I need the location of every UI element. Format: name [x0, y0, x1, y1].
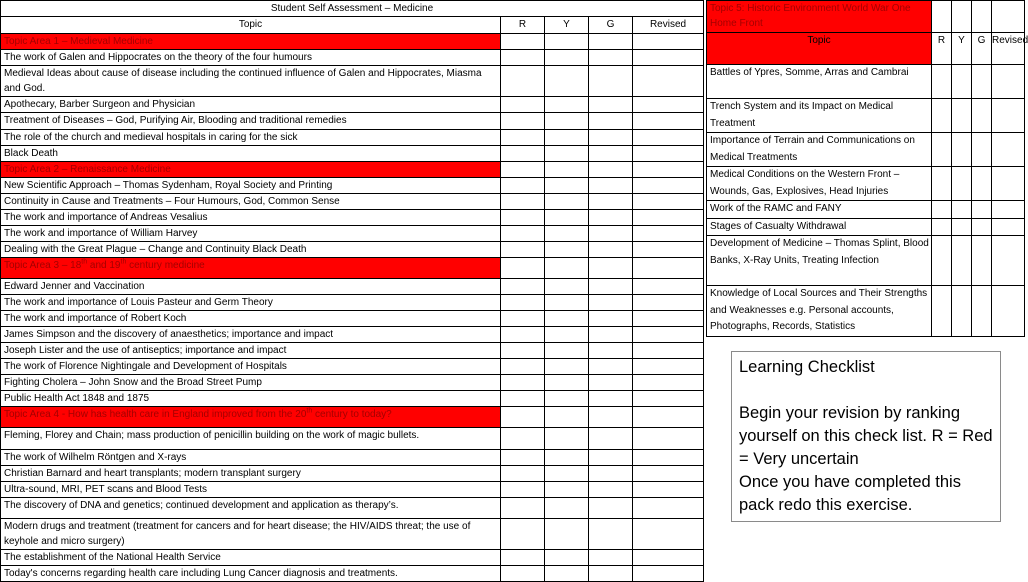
table-title-row: [1, 1, 704, 17]
topic-cell: Joseph Lister and the use of antiseptics; importance and impact: [1, 343, 501, 359]
table-row: [1, 194, 704, 210]
table-row: [1, 428, 704, 450]
table-row: [707, 167, 1025, 201]
g-cell[interactable]: [589, 210, 633, 226]
section-row: [1, 407, 704, 428]
revised-cell[interactable]: [633, 178, 704, 194]
r-cell[interactable]: [501, 450, 545, 466]
table-row: [1, 327, 704, 343]
revised-cell[interactable]: [633, 50, 704, 66]
revised-cell[interactable]: [633, 113, 704, 130]
table-row: [1, 550, 704, 566]
table-row: [1, 295, 704, 311]
topic-cell: Apothecary, Barber Surgeon and Physician: [1, 97, 501, 113]
y-cell[interactable]: [545, 466, 589, 482]
table-row: [1, 375, 704, 391]
section-row: [1, 162, 704, 178]
g-cell[interactable]: [589, 226, 633, 242]
g-cell[interactable]: [589, 178, 633, 194]
r-cell[interactable]: [501, 466, 545, 482]
topic-cell: Battles of Ypres, Somme, Arras and Cambrai: [707, 65, 932, 99]
table-row: [1, 178, 704, 194]
topic-cell: Ultra-sound, MRI, PET scans and Blood Tests: [1, 482, 501, 498]
g-cell[interactable]: [589, 407, 633, 428]
topic-cell: Development of Medicine – Thomas Splint, Blood Banks, X-Ray Units, Treating Infection: [707, 236, 932, 286]
g-cell[interactable]: [589, 146, 633, 162]
revised-cell[interactable]: [633, 327, 704, 343]
table-row: [1, 146, 704, 162]
revised-cell[interactable]: [992, 65, 1025, 99]
y-cell[interactable]: [545, 113, 589, 130]
r-cell[interactable]: [932, 286, 952, 337]
revised-cell[interactable]: [992, 133, 1025, 167]
y-cell[interactable]: [545, 242, 589, 258]
r-cell[interactable]: [932, 201, 952, 219]
g-cell[interactable]: [589, 466, 633, 482]
revised-header: Revised: [633, 17, 704, 34]
r-cell[interactable]: [501, 258, 545, 279]
y-cell[interactable]: [545, 50, 589, 66]
revised-cell[interactable]: [633, 162, 704, 178]
y-cell[interactable]: [952, 167, 972, 201]
g-cell[interactable]: [589, 34, 633, 50]
y-cell[interactable]: [545, 210, 589, 226]
table-row: [707, 99, 1025, 133]
r-cell[interactable]: [501, 226, 545, 242]
g-cell[interactable]: [589, 343, 633, 359]
topic-cell: Public Health Act 1848 and 1875: [1, 391, 501, 407]
topic-cell: The work of Florence Nightingale and Development of Hospitals: [1, 359, 501, 375]
revised-cell[interactable]: [633, 391, 704, 407]
revised-cell[interactable]: [633, 295, 704, 311]
revised-cell[interactable]: [633, 550, 704, 566]
r-cell[interactable]: [501, 66, 545, 97]
r-cell[interactable]: [501, 375, 545, 391]
checklist-instruction: Begin your revision by ranking yourself on this check list. R = Red = Very uncertain: [739, 404, 993, 468]
topic-cell: The work and importance of Andreas Vesalius: [1, 210, 501, 226]
g-cell[interactable]: [972, 133, 992, 167]
revised-cell[interactable]: [992, 218, 1025, 236]
y-cell[interactable]: [952, 99, 972, 133]
revised-cell[interactable]: [633, 450, 704, 466]
topic-cell: Work of the RAMC and FANY: [707, 201, 932, 219]
revised-cell[interactable]: [633, 343, 704, 359]
revised-cell[interactable]: [633, 210, 704, 226]
section-row: [1, 34, 704, 50]
g-cell[interactable]: [589, 498, 633, 519]
r-header: R: [501, 17, 545, 34]
table-row: [1, 498, 704, 519]
revised-cell[interactable]: [633, 279, 704, 295]
checklist-redo-instruction: Once you have completed this pack redo this exercise.: [739, 473, 961, 514]
revised-cell[interactable]: [992, 201, 1025, 219]
table-row: [1, 359, 704, 375]
topic-cell: James Simpson and the discovery of anaesthetics; importance and impact: [1, 327, 501, 343]
y-cell[interactable]: [952, 65, 972, 99]
y-cell[interactable]: [545, 162, 589, 178]
g-cell[interactable]: [589, 566, 633, 582]
y-cell[interactable]: [545, 428, 589, 450]
g-cell[interactable]: [589, 162, 633, 178]
y-header: Y: [952, 33, 972, 65]
r-cell[interactable]: [501, 311, 545, 327]
topic-header: Topic: [1, 17, 501, 34]
y-cell[interactable]: [545, 97, 589, 113]
table-row: [1, 566, 704, 582]
g-cell[interactable]: [589, 97, 633, 113]
r-cell[interactable]: [501, 34, 545, 50]
r-cell[interactable]: [932, 218, 952, 236]
g-cell[interactable]: [589, 311, 633, 327]
table-row: [707, 236, 1025, 286]
r-cell[interactable]: [501, 327, 545, 343]
y-cell[interactable]: [545, 359, 589, 375]
g-cell[interactable]: [589, 130, 633, 146]
y-cell[interactable]: [545, 566, 589, 582]
revised-cell[interactable]: [633, 97, 704, 113]
r-cell[interactable]: [501, 242, 545, 258]
y-cell[interactable]: [545, 130, 589, 146]
y-cell[interactable]: [545, 519, 589, 550]
y-cell[interactable]: [545, 482, 589, 498]
r-cell[interactable]: [501, 194, 545, 210]
g-cell[interactable]: [589, 50, 633, 66]
g-cell[interactable]: [589, 482, 633, 498]
g-cell[interactable]: [589, 194, 633, 210]
r-cell[interactable]: [932, 133, 952, 167]
r-cell[interactable]: [501, 482, 545, 498]
r-cell[interactable]: [501, 130, 545, 146]
r-cell[interactable]: [501, 162, 545, 178]
y-cell[interactable]: [545, 327, 589, 343]
g-cell[interactable]: [589, 242, 633, 258]
g-cell[interactable]: [972, 167, 992, 201]
g-cell[interactable]: [972, 236, 992, 286]
y-cell[interactable]: [545, 450, 589, 466]
y-cell[interactable]: [545, 258, 589, 279]
g-cell[interactable]: [589, 450, 633, 466]
g-cell[interactable]: [589, 391, 633, 407]
r-cell[interactable]: [501, 178, 545, 194]
r-cell[interactable]: [501, 550, 545, 566]
topic-cell: Dealing with the Great Plague – Change and Continuity Black Death: [1, 242, 501, 258]
g-cell[interactable]: [589, 519, 633, 550]
revised-cell[interactable]: [992, 286, 1025, 337]
table-row: [707, 201, 1025, 219]
revised-cell[interactable]: [633, 34, 704, 50]
g-cell[interactable]: [972, 65, 992, 99]
r-cell[interactable]: [501, 146, 545, 162]
table-row: [1, 482, 704, 498]
table-header-row: [1, 17, 704, 34]
g-cell[interactable]: [589, 113, 633, 130]
y-cell[interactable]: [545, 66, 589, 97]
section-title: Topic Area 1 – Medieval Medicine: [1, 34, 501, 50]
topic-cell: Knowledge of Local Sources and Their Strengths and Weaknesses e.g. Personal accounts, Photographs, Records, Statistics: [707, 286, 932, 337]
r-cell[interactable]: [501, 343, 545, 359]
y-header: Y: [545, 17, 589, 34]
topic-cell: New Scientific Approach – Thomas Sydenham, Royal Society and Printing: [1, 178, 501, 194]
r-cell[interactable]: [501, 519, 545, 550]
g-header: G: [589, 17, 633, 34]
topic-cell: Christian Barnard and heart transplants; modern transplant surgery: [1, 466, 501, 482]
y-cell[interactable]: [952, 201, 972, 219]
g-cell[interactable]: [972, 218, 992, 236]
g-cell[interactable]: [589, 66, 633, 97]
topic-cell: The work and importance of Louis Pasteur and Germ Theory: [1, 295, 501, 311]
table-row: [707, 218, 1025, 236]
y-cell[interactable]: [545, 279, 589, 295]
revised-cell[interactable]: [633, 258, 704, 279]
revised-cell[interactable]: [992, 167, 1025, 201]
g-cell[interactable]: [589, 428, 633, 450]
topic-cell: Edward Jenner and Vaccination: [1, 279, 501, 295]
table-title: Student Self Assessment – Medicine: [1, 1, 704, 17]
revised-header: Revised: [992, 33, 1025, 65]
revised-cell[interactable]: [992, 236, 1025, 286]
table-row: [1, 97, 704, 113]
topic-cell: Trench System and its Impact on Medical Treatment: [707, 99, 932, 133]
y-cell[interactable]: [545, 178, 589, 194]
r-cell[interactable]: [501, 50, 545, 66]
r-cell[interactable]: [501, 359, 545, 375]
g-cell[interactable]: [589, 375, 633, 391]
section-title: Topic Area 2 – Renaissance Medicine: [1, 162, 501, 178]
topic-cell: The role of the church and medieval hospitals in caring for the sick: [1, 130, 501, 146]
g-cell[interactable]: [589, 550, 633, 566]
revised-cell[interactable]: [633, 130, 704, 146]
y-cell[interactable]: [545, 295, 589, 311]
table-row: [1, 113, 704, 130]
topic-cell: Stages of Casualty Withdrawal: [707, 218, 932, 236]
r-cell[interactable]: [501, 295, 545, 311]
table-row: [1, 466, 704, 482]
table-title: Topic 5: Historic Environment World War One Home Front: [707, 1, 932, 33]
g-cell[interactable]: [589, 258, 633, 279]
revised-cell[interactable]: [633, 375, 704, 391]
y-cell[interactable]: [545, 343, 589, 359]
table-row: [1, 279, 704, 295]
revised-cell[interactable]: [992, 99, 1025, 133]
topic-cell: Fleming, Florey and Chain; mass production of penicillin building on the work of magic bullets.: [1, 428, 501, 450]
r-cell[interactable]: [501, 279, 545, 295]
y-cell[interactable]: [545, 226, 589, 242]
topic-header: Topic: [707, 33, 932, 65]
y-cell[interactable]: [545, 407, 589, 428]
topic-cell: Fighting Cholera – John Snow and the Broad Street Pump: [1, 375, 501, 391]
y-cell[interactable]: [952, 218, 972, 236]
y-cell[interactable]: [545, 194, 589, 210]
g-cell[interactable]: [972, 201, 992, 219]
r-cell[interactable]: [501, 210, 545, 226]
table-row: [1, 343, 704, 359]
topic-cell: Medieval Ideas about cause of disease including the continued influence of Galen and Hippocrates, Miasma and God.: [1, 66, 501, 97]
revised-cell[interactable]: [633, 359, 704, 375]
table-row: [1, 519, 704, 550]
table-row: [1, 66, 704, 97]
table-row: [1, 210, 704, 226]
g-cell[interactable]: [972, 286, 992, 337]
section-row: [1, 258, 704, 279]
topic-cell: Modern drugs and treatment (treatment for cancers and for heart disease; the HIV/AIDS threat; the use of keyhole and micro surgery): [1, 519, 501, 550]
g-cell[interactable]: [589, 295, 633, 311]
y-cell[interactable]: [545, 391, 589, 407]
y-cell[interactable]: [952, 236, 972, 286]
y-cell[interactable]: [545, 498, 589, 519]
topic-cell: The work and importance of William Harvey: [1, 226, 501, 242]
topic-cell: The work and importance of Robert Koch: [1, 311, 501, 327]
revised-cell[interactable]: [633, 566, 704, 582]
y-cell[interactable]: [952, 286, 972, 337]
g-cell[interactable]: [972, 99, 992, 133]
table-row: [1, 130, 704, 146]
revised-cell[interactable]: [633, 407, 704, 428]
revised-cell[interactable]: [633, 498, 704, 519]
table-row: [707, 286, 1025, 337]
table-row: [707, 133, 1025, 167]
g-header: G: [972, 33, 992, 65]
r-header: R: [932, 33, 952, 65]
revised-cell[interactable]: [633, 519, 704, 550]
section-title: Topic Area 4 - How has health care in England improved from the 20th century to today?: [1, 407, 501, 428]
y-cell[interactable]: [545, 550, 589, 566]
g-cell[interactable]: [589, 359, 633, 375]
revised-cell[interactable]: [633, 466, 704, 482]
g-cell[interactable]: [589, 327, 633, 343]
table-title-row: [707, 1, 1025, 33]
topic-cell: The discovery of DNA and genetics; continued development and application as therapy’s.: [1, 498, 501, 519]
r-cell[interactable]: [932, 167, 952, 201]
r-cell[interactable]: [932, 99, 952, 133]
r-cell[interactable]: [932, 236, 952, 286]
y-cell[interactable]: [545, 34, 589, 50]
checklist-title: Learning Checklist: [739, 358, 875, 376]
topic-cell: Importance of Terrain and Communications on Medical Treatments: [707, 133, 932, 167]
topic-cell: The work of Wilhelm Röntgen and X-rays: [1, 450, 501, 466]
topic-cell: Medical Conditions on the Western Front – Wounds, Gas, Explosives, Head Injuries: [707, 167, 932, 201]
r-cell[interactable]: [501, 428, 545, 450]
r-cell[interactable]: [501, 113, 545, 130]
topic-cell: Treatment of Diseases – God, Purifying Air, Blooding and traditional remedies: [1, 113, 501, 130]
r-cell[interactable]: [501, 566, 545, 582]
table-row: [1, 311, 704, 327]
topic-cell: Black Death: [1, 146, 501, 162]
topic-cell: Continuity in Cause and Treatments – Four Humours, God, Common Sense: [1, 194, 501, 210]
r-cell[interactable]: [932, 65, 952, 99]
r-cell[interactable]: [501, 391, 545, 407]
table-row: [1, 242, 704, 258]
ww1-home-front-table: [706, 0, 1028, 337]
revised-cell[interactable]: [633, 194, 704, 210]
section-title: Topic Area 3 – 18th and 19th century medicine: [1, 258, 501, 279]
topic-cell: The work of Galen and Hippocrates on the theory of the four humours: [1, 50, 501, 66]
revised-cell[interactable]: [633, 311, 704, 327]
topic-cell: The establishment of the National Health Service: [1, 550, 501, 566]
table-row: [1, 450, 704, 466]
revised-cell[interactable]: [633, 242, 704, 258]
g-cell[interactable]: [589, 279, 633, 295]
y-cell[interactable]: [952, 133, 972, 167]
table-header-row: [707, 33, 1025, 65]
revised-cell[interactable]: [633, 428, 704, 450]
topic-cell: Today's concerns regarding health care including Lung Cancer diagnosis and treatments.: [1, 566, 501, 582]
table-row: [1, 226, 704, 242]
revised-cell[interactable]: [633, 226, 704, 242]
r-cell[interactable]: [501, 407, 545, 428]
r-cell[interactable]: [501, 97, 545, 113]
revised-cell[interactable]: [633, 66, 704, 97]
y-cell[interactable]: [545, 375, 589, 391]
table-row: [1, 391, 704, 407]
revised-cell[interactable]: [633, 146, 704, 162]
r-cell[interactable]: [501, 498, 545, 519]
revised-cell[interactable]: [633, 482, 704, 498]
y-cell[interactable]: [545, 146, 589, 162]
y-cell[interactable]: [545, 311, 589, 327]
learning-checklist-note: [731, 351, 1001, 522]
table-row: [1, 50, 704, 66]
table-row: [707, 65, 1025, 99]
